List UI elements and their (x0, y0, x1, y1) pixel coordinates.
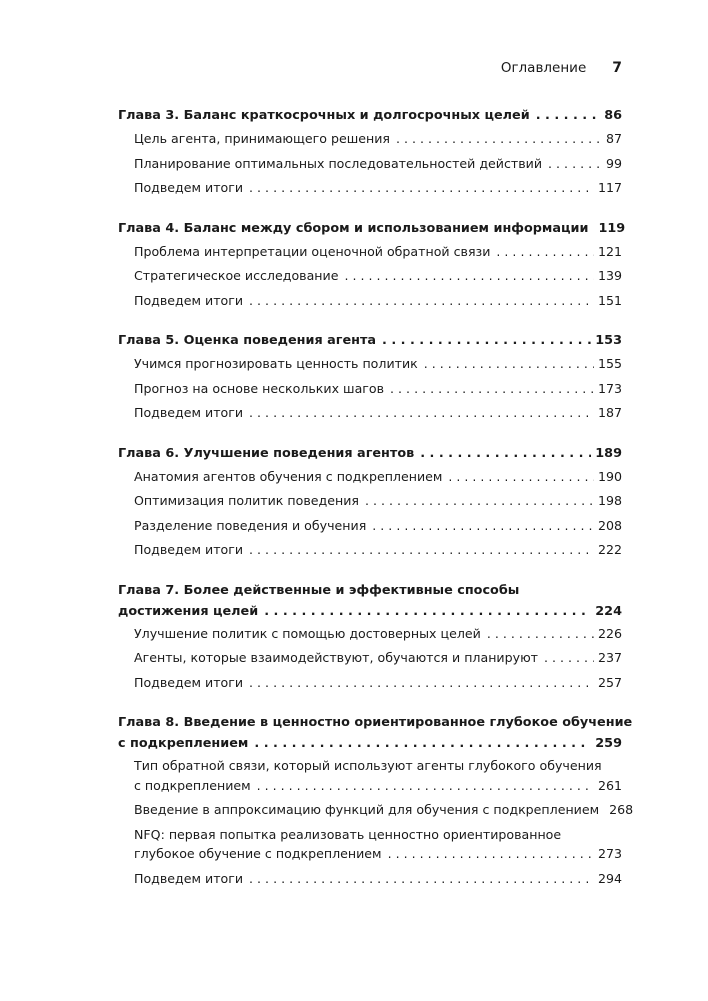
section-line (134, 352, 622, 377)
dot-leader (249, 867, 594, 892)
section-title: Агенты, которые взаимодействуют, обучаются и планируют (134, 650, 539, 665)
chapter-entry (118, 330, 622, 352)
running-header (501, 60, 622, 76)
dot-leader (254, 733, 591, 754)
section-line (134, 176, 622, 201)
dot-leader (372, 514, 594, 539)
chapter-entry (118, 580, 622, 622)
section-line (134, 776, 622, 796)
chapter-title: Глава 6. Улучшение поведения агентов (118, 445, 415, 461)
section-page-number: 208 (597, 517, 622, 533)
section-title: Учимся прогнозировать ценность политик (134, 356, 418, 371)
section-line (134, 489, 622, 514)
section-title: Подведем итоги (134, 292, 244, 308)
section-entry (118, 289, 622, 314)
section-title: Анатомия агентов обучения с подкреплением (134, 468, 443, 484)
dot-leader (382, 330, 591, 352)
chapter-page-number: 189 (595, 445, 622, 461)
toc-chapter (118, 443, 622, 563)
toc-chapter (118, 330, 622, 426)
section-page-number: 261 (597, 777, 622, 793)
chapter-page-number: 224 (595, 603, 622, 619)
chapter-title: Глава 3. Баланс краткосрочных и долгосрочных целей (118, 108, 530, 123)
section-page-number: 294 (597, 870, 622, 886)
section-title: Подведем итоги (134, 870, 244, 886)
section-page-number: 121 (597, 243, 622, 259)
section-line (134, 622, 622, 647)
section-title: Тип обратной связи, который используют агенты глубокого обучения (134, 758, 602, 773)
section-line (134, 844, 622, 864)
section-page-number: 151 (597, 292, 622, 308)
section-entry (118, 377, 622, 402)
dot-leader (249, 401, 594, 426)
section-title: Оптимизация политик поведения (134, 493, 359, 508)
section-page-number: 87 (605, 131, 622, 146)
section-line (134, 514, 622, 539)
section-title: Планирование оптимальных последовательностей действий (134, 155, 543, 171)
dot-leader (365, 489, 594, 514)
chapter-page-number: 153 (595, 333, 622, 348)
chapter-line (118, 105, 622, 127)
section-title: Введение в аппроксимацию функций для обучения с подкреплением (134, 802, 600, 817)
section-title: Улучшение политик с помощью достоверных целей (134, 625, 481, 641)
section-title: NFQ: первая попытка реализовать ценностно ориентированное (134, 826, 562, 842)
section-line (134, 289, 622, 314)
section-entry (118, 240, 622, 265)
dot-leader (388, 844, 594, 864)
section-entry (118, 622, 622, 647)
running-header-title: Оглавление (500, 60, 587, 76)
chapter-title: Глава 5. Оценка поведения агента (118, 333, 377, 348)
section-line (134, 401, 622, 426)
section-title: Цель агента, принимающего решения (134, 131, 390, 146)
section-entry (118, 514, 622, 539)
chapter-title: Глава 4. Баланс между сбором и использованием информации (118, 220, 589, 236)
section-line (134, 825, 622, 845)
chapter-line (118, 330, 622, 352)
section-entry (118, 465, 622, 490)
section-page-number: 237 (597, 650, 622, 665)
page-number: 7 (612, 60, 622, 76)
section-page-number: 139 (597, 268, 622, 283)
dot-leader (487, 622, 594, 647)
section-entry (118, 489, 622, 514)
section-page-number: 273 (597, 846, 622, 861)
chapter-line (118, 733, 622, 754)
dot-leader (396, 127, 602, 152)
chapter-entry (118, 105, 622, 127)
dot-leader (264, 601, 591, 622)
toc-chapter (118, 105, 622, 201)
chapter-line (118, 601, 622, 622)
chapter-page-number: 119 (598, 220, 626, 236)
dot-leader (249, 538, 594, 563)
section-entry (118, 352, 622, 377)
dot-leader (424, 352, 594, 377)
section-page-number: 226 (597, 625, 622, 641)
chapter-line (118, 712, 633, 733)
section-title: глубокое обучение с подкреплением (134, 846, 382, 861)
chapter-title: Глава 8. Введение в ценностно ориентированное глубокое обучение (118, 715, 633, 730)
section-line (134, 264, 622, 289)
section-line (134, 152, 622, 177)
section-page-number: 268 (609, 802, 634, 817)
section-line (134, 756, 622, 776)
dot-leader (390, 377, 594, 402)
section-title: Подведем итоги (134, 180, 244, 195)
section-page-number: 190 (597, 468, 622, 484)
section-entry (118, 152, 622, 177)
section-page-number: 187 (597, 405, 622, 420)
dot-leader (257, 776, 594, 796)
dot-leader (536, 105, 600, 127)
section-line (134, 240, 622, 265)
chapter-page-number: 86 (604, 108, 622, 123)
section-entry (118, 401, 622, 426)
section-entry (118, 754, 622, 798)
section-entry (118, 798, 634, 823)
section-page-number: 198 (597, 493, 622, 508)
dot-leader (249, 176, 594, 201)
chapter-title: с подкреплением (118, 736, 249, 751)
section-page-number: 117 (597, 180, 622, 195)
chapter-line (118, 580, 622, 601)
section-title: Прогноз на основе нескольких шагов (134, 380, 385, 396)
section-page-number: 99 (605, 155, 622, 171)
section-line (134, 538, 622, 563)
dot-leader (344, 264, 594, 289)
section-title: Проблема интерпретации оценочной обратной связи (134, 243, 491, 259)
chapter-line (118, 218, 626, 240)
section-line (134, 646, 622, 671)
dot-leader (420, 443, 591, 465)
chapter-entry (118, 712, 633, 754)
chapter-title: достижения целей (118, 603, 259, 619)
toc-chapter (118, 712, 634, 891)
section-entry (118, 264, 622, 289)
section-page-number: 155 (597, 356, 622, 371)
chapter-page-number: 259 (595, 736, 622, 751)
section-entry (118, 867, 622, 892)
toc-chapter (118, 580, 622, 696)
section-title: Разделение поведения и обучения (134, 517, 367, 533)
section-line (134, 127, 622, 152)
section-line (134, 377, 622, 402)
section-entry (118, 538, 622, 563)
section-line (134, 798, 634, 823)
section-entry (118, 127, 622, 152)
section-title: Подведем итоги (134, 674, 244, 690)
dot-leader (448, 465, 594, 490)
dot-leader (544, 646, 594, 671)
section-page-number: 222 (597, 542, 622, 557)
section-title: Подведем итоги (134, 405, 244, 420)
dot-leader (249, 671, 594, 696)
dot-leader (249, 289, 594, 314)
chapter-entry (118, 218, 626, 240)
section-line (134, 867, 622, 892)
toc-chapter (118, 218, 626, 314)
section-page-number: 257 (597, 674, 622, 690)
section-page-number: 173 (597, 380, 622, 396)
table-of-contents (118, 105, 634, 891)
section-title: с подкреплением (134, 777, 251, 793)
chapter-line (118, 443, 622, 465)
section-entry (118, 176, 622, 201)
section-title: Подведем итоги (134, 542, 244, 557)
dot-leader (548, 152, 602, 177)
section-entry (118, 646, 622, 671)
section-line (134, 465, 622, 490)
section-line (134, 671, 622, 696)
dot-leader (496, 240, 594, 265)
chapter-entry (118, 443, 622, 465)
section-entry (118, 671, 622, 696)
section-title: Стратегическое исследование (134, 268, 339, 283)
section-entry (118, 823, 622, 867)
chapter-title: Глава 7. Более действенные и эффективные способы (118, 582, 520, 598)
